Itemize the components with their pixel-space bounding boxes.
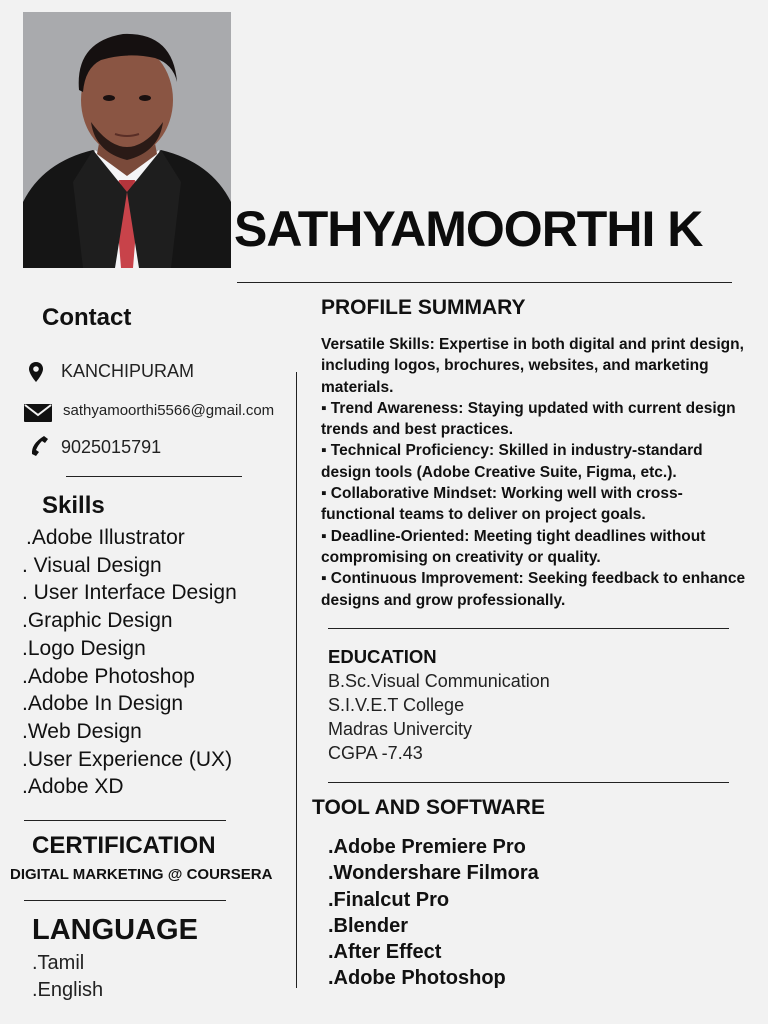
- certification-heading: CERTIFICATION: [32, 832, 216, 859]
- tool-item: .Blender: [328, 914, 409, 937]
- skill-item: .User Experience (UX): [22, 747, 233, 771]
- education-item: Madras Univercity: [328, 719, 473, 739]
- tool-item: .Adobe Photoshop: [328, 967, 506, 990]
- tool-item: .Finalcut Pro: [328, 888, 450, 911]
- skills-heading: Skills: [42, 492, 105, 519]
- tool-item: .Adobe Premiere Pro: [328, 836, 526, 858]
- candidate-name: SATHYAMOORTHI K: [234, 201, 703, 257]
- contact-phone[interactable]: 9025015791: [61, 437, 162, 457]
- education-item: CGPA -7.43: [328, 743, 423, 763]
- language-item: .English: [32, 979, 104, 1001]
- profile-photo: [23, 12, 231, 268]
- skill-item: .Graphic Design: [22, 609, 173, 633]
- skills-list: [22, 524, 237, 801]
- skill-item: .Adobe Photoshop: [22, 664, 195, 688]
- location-pin-icon: [24, 360, 48, 384]
- skill-item: . Visual Design: [22, 553, 162, 577]
- education-item: S.I.V.E.T College: [328, 695, 465, 715]
- profile-summary-heading: PROFILE SUMMARY: [321, 296, 526, 319]
- contact-email[interactable]: sathyamoorthi5566@gmail.com: [63, 402, 275, 419]
- tools-list: [328, 834, 539, 992]
- certification-divider: [24, 900, 226, 901]
- skill-item: .Web Design: [22, 719, 142, 743]
- education-item: B.Sc.Visual Communication: [328, 671, 550, 691]
- skill-item: .Logo Design: [22, 636, 146, 660]
- summary-paragraph: ▪ Trend Awareness: Staying updated with current design trends and best practices.: [321, 399, 736, 439]
- summary-paragraph: ▪ Collaborative Mindset: Working well with cross-functional teams to deliver on project goals.: [321, 485, 683, 524]
- education-heading: EDUCATION: [328, 646, 437, 667]
- tool-item: .After Effect: [328, 941, 442, 964]
- certification-item: DIGITAL MARKETING @ COURSERA: [10, 866, 273, 883]
- column-divider: [296, 372, 297, 988]
- contact-location: KANCHIPURAM: [61, 361, 195, 381]
- phone-icon: [27, 434, 51, 458]
- summary-paragraph: ▪ Deadline-Oriented: Meeting tight deadlines without compromising on creativity or quality.: [321, 527, 706, 566]
- summary-divider: [328, 628, 729, 629]
- contact-heading: Contact: [42, 304, 132, 331]
- summary-paragraph: ▪ Continuous Improvement: Seeking feedback to enhance designs and grow professionally.: [321, 570, 746, 609]
- contact-divider: [66, 476, 242, 477]
- education-divider: [328, 782, 729, 783]
- header-divider: [237, 282, 732, 283]
- tools-heading: TOOL AND SOFTWARE: [312, 796, 545, 819]
- language-heading: LANGUAGE: [32, 914, 198, 946]
- portrait-illustration: [23, 12, 231, 268]
- mail-icon: [23, 402, 53, 424]
- summary-paragraph: ▪ Technical Proficiency: Skilled in industry-standard design tools (Adobe Creative Suite, Figma, etc.).: [321, 442, 703, 481]
- education-list: [328, 669, 550, 765]
- skill-item: .Adobe In Design: [22, 692, 184, 716]
- skills-divider: [24, 820, 226, 821]
- skill-item: .Adobe Illustrator: [26, 526, 185, 549]
- profile-summary-text: [321, 334, 746, 611]
- language-item: .Tamil: [32, 952, 85, 974]
- summary-paragraph: Versatile Skills: Expertise in both digital and print design, including logos, brochures, websites, and marketing materials.: [321, 336, 744, 396]
- language-list: [32, 950, 103, 1004]
- skill-item: .Adobe XD: [22, 775, 124, 799]
- skill-item: . User Interface Design: [22, 581, 237, 605]
- tool-item: .Wondershare Filmora: [328, 862, 539, 885]
